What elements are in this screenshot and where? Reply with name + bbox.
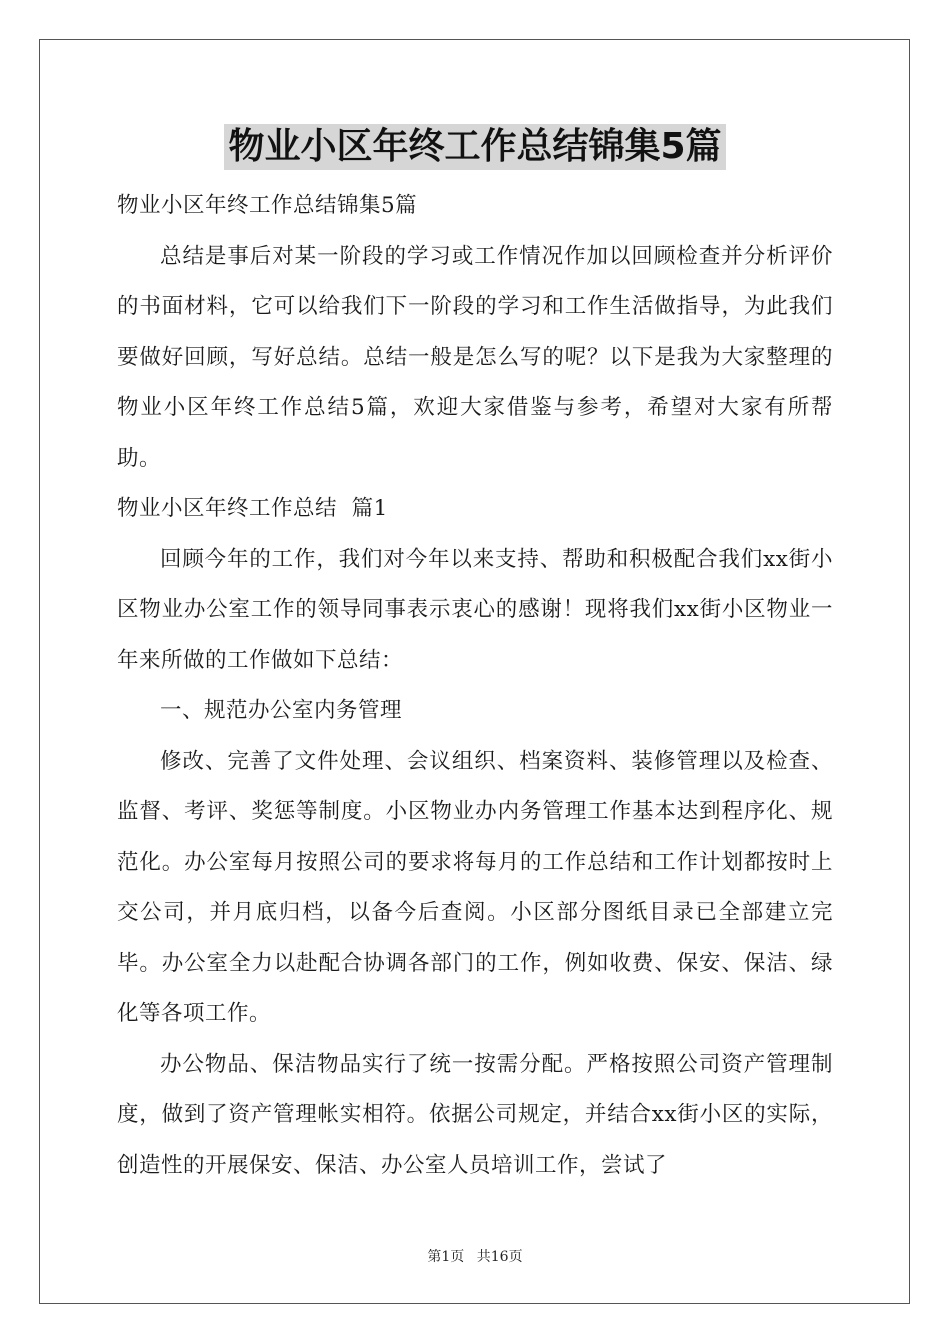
page-number: 第1页 — [427, 1249, 465, 1265]
body-paragraph: 修改、完善了文件处理、会议组织、档案资料、装修管理以及检查、监督、考评、奖惩等制度。小区物业办内务管理工作基本达到程序化、规范化。办公室每月按照公司的要求将每月的工作总结和工作计划都按时上交公司，并月底归档，以备今后查阅。小区部分图纸目录已全部建立完毕。办公室全力以赴配合协调各部门的工作，例如收费、保安、保洁、绿化等各项工作。 — [117, 748, 833, 1026]
body-paragraph: 回顾今年的工作，我们对今年以来支持、帮助和积极配合我们xx街小区物业办公室工作的领导同事表示衷心的感谢！现将我们xx街小区物业一年来所做的工作做如下总结： — [117, 546, 833, 673]
subsection-heading: 一、规范办公室内务管理 — [160, 698, 403, 723]
document-body — [117, 181, 833, 1191]
page-footer — [0, 1246, 950, 1266]
document-title: 物业小区年终工作总结锦集5篇 — [224, 124, 725, 170]
body-paragraph: 办公物品、保洁物品实行了统一按需分配。严格按照公司资产管理制度，做到了资产管理帐实相符。依据公司规定，并结合xx街小区的实际，创造性的开展保安、保洁、办公室人员培训工作，尝试了 — [117, 1051, 833, 1178]
title-container — [0, 124, 950, 170]
page-total: 共16页 — [476, 1249, 523, 1265]
intro-paragraph: 总结是事后对某一阶段的学习或工作情况作加以回顾检查并分析评价的书面材料，它可以给我们下一阶段的学习和工作生活做指导，为此我们要做好回顾，写好总结。总结一般是怎么写的呢？以下是我为大家整理的物业小区年终工作总结5篇，欢迎大家借鉴与参考，希望对大家有所帮助。 — [117, 243, 833, 471]
section-heading: 物业小区年终工作总结 篇1 — [117, 496, 388, 521]
document-subtitle: 物业小区年终工作总结锦集5篇 — [117, 193, 418, 218]
